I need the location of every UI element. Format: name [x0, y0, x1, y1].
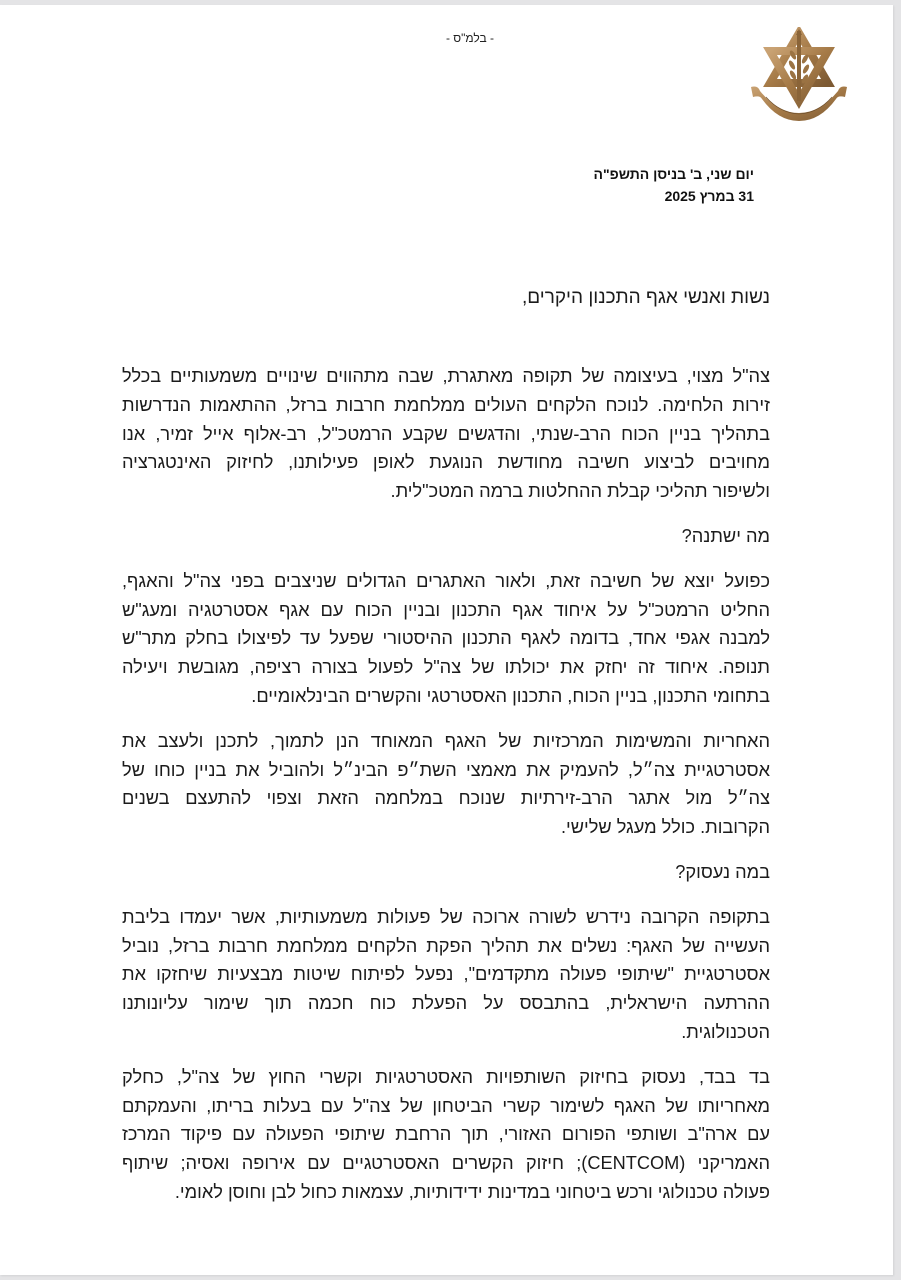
text-line: ההרתעה הישראלית, בהתבסס על הפעלת כוח חכמה תוך שימור עליונותנו — [122, 993, 770, 1014]
text-line: ולשיפור תהליכי קבלת ההחלטות ברמה המטכ"לית. — [390, 481, 770, 502]
text-line: למבנה אגפי אחד, בדומה לאגף התכנון ההיסטורי שפעל עד לפיצולו בחלק מתר"ש — [122, 628, 770, 649]
paragraph-near-term — [122, 903, 770, 1047]
paragraph-partnerships — [122, 1063, 770, 1207]
text-line: האמריקני (CENTCOM); חיזוק הקשרים האסטרטגיים עם אירופה ואסיה; שיתוף — [122, 1153, 770, 1174]
text-line: עם ארה"ב ושותפי הפורום האזורי, תוך הרחבת שיתופי הפעולה עם פיקוד המרכז — [122, 1124, 770, 1145]
greeting: נשות ואנשי אגף התכנון היקרים, — [521, 287, 770, 308]
gregorian-date: 31 במרץ 2025 — [664, 188, 754, 204]
letter-body — [122, 362, 770, 1223]
text-line: אסטרטגיית "שיתופי פעולה מתקדמים", נפעל לפיתוח שיטות מבצעיות שיחזקו את — [122, 964, 770, 985]
paragraph-intro — [122, 362, 770, 506]
text-line: צה״ל מול אתגר הרב-זירתיות שנוכח במלחמה הזאת וצפוי להתעצם בשנים — [122, 788, 770, 809]
section-heading-what-we-do: במה נעסוק? — [675, 861, 770, 882]
idf-emblem-icon — [748, 27, 850, 123]
text-line: בתחומי התכנון, בניין הכוח, התכנון האסטרטגי והקשרים הבינלאומיים. — [251, 685, 770, 706]
document-page — [0, 5, 893, 1275]
text-line: כפועל יוצא של חשיבה זאת, ולאור האתגרים הגדולים שניצבים בפני צה"ל והאגף, — [122, 570, 770, 591]
text-line: מחויבים לביצוע חשיבה מחודשת הנוגעת לאופן פעילותנו, לחיזוק האינטגרציה — [122, 452, 770, 473]
text-line: בתהליך בניין הכוח הרב-שנתי, והדגשים שקבע הרמטכ"ל, רב-אלוף אייל זמיר, אנו — [122, 423, 770, 444]
paragraph-merger — [122, 567, 770, 711]
text-line: בד בבד, נעסוק בחיזוק השותפויות האסטרטגיות וקשרי החוץ של צה"ל, כחלק — [122, 1066, 770, 1087]
classification-label: - בלמ"ס - — [445, 31, 495, 45]
date-block — [594, 163, 754, 207]
section-heading-what-changes: מה ישתנה? — [681, 525, 770, 546]
text-line: פעולה טכנולוגי ורכש ביטחוני במדינות ידידותיות, עצמאות כחול לבן וחוסן לאומי. — [174, 1181, 770, 1202]
text-line: הטכנולוגית. — [681, 1021, 770, 1042]
text-line: אסטרטגיית צה״ל, להעמיק את מאמצי השת״פ הבינ״ל ולהוביל את בניין כוחו של — [122, 759, 770, 780]
text-line: תנופה. איחוד זה יחזק את יכולתו של צה"ל לפעול בצורה רציפה, מגובשת ויעילה — [122, 657, 770, 678]
hebrew-date: יום שני, ב' בניסן התשפ"ה — [593, 166, 754, 182]
text-line: צה"ל מצוי, בעיצומה של תקופה מאתגרת, שבה מתהווים שינויים משמעותיים בכלל — [122, 366, 770, 386]
text-line: הקרובות. כולל מעגל שלישי. — [561, 817, 770, 838]
text-line: בתקופה הקרובה נידרש לשורה ארוכה של פעולות משמעותיות, אשר יעמדו בליבת — [122, 906, 770, 927]
text-line: זירות הלחימה. לנוכח הלקחים העולים ממלחמת חרבות ברזל, ההתאמות הנדרשות — [122, 394, 770, 415]
text-line: מאחריותו של האגף לשימור קשרי הביטחון של צה"ל עם בעלות בריתו, והעמקתם — [122, 1095, 770, 1116]
text-line: העשייה של האגף: נשלים את תהליך הפקת הלקחים ממלחמת חרבות ברזל, נוביל — [122, 935, 770, 956]
text-line: האחריות והמשימות המרכזיות של האגף המאוחד הנן לתמוך, לתכנן ולעצב את — [122, 730, 770, 751]
paragraph-responsibilities — [122, 727, 770, 842]
text-line: החליט הרמטכ"ל על איחוד אגף התכנון ובניין הכוח עם אגף אסטרטגיה ומעג"ש — [122, 599, 770, 620]
